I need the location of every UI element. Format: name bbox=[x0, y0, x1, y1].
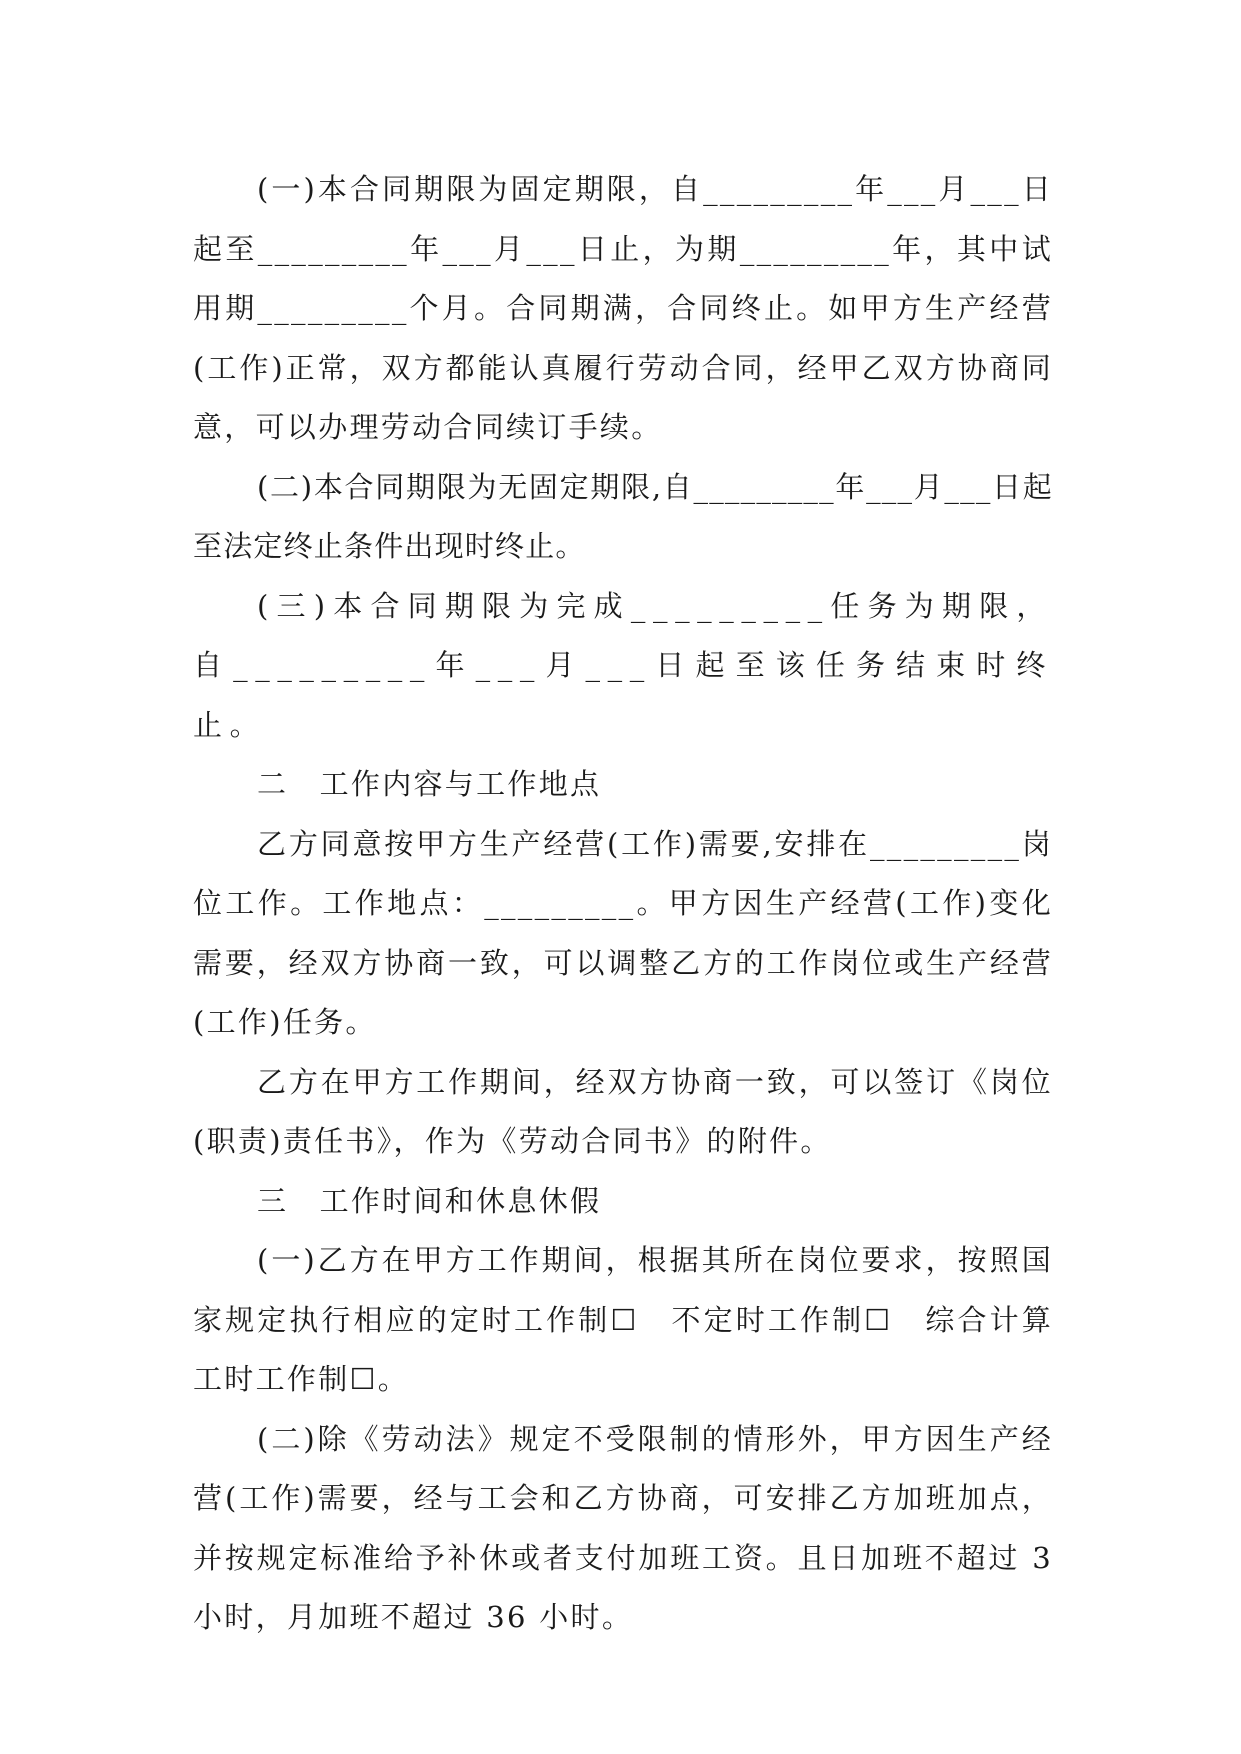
clause-overtime: (二)除《劳动法》规定不受限制的情形外，甲方因生产经营(工作)需要，经与工会和乙方协商，可安排乙方加班加点，并按规定标准给予补休或者支付加班工资。且日加班不超过 3 小时，月加班不超过 36 小时。 bbox=[193, 1421, 1065, 1634]
clause-responsibility-letter: 乙方在甲方工作期间，经双方协商一致，可以签订《岗位(职责)责任书》，作为《劳动合同书》的附件。 bbox=[193, 1064, 1053, 1158]
section-heading-working-hours: 三 工作时间和休息休假 bbox=[257, 1183, 602, 1218]
clause-work-position: 乙方同意按甲方生产经营(工作)需要,安排在_________岗位工作。工作地点：_________。甲方因生产经营(工作)变化需要，经双方协商一致，可以调整乙方的工作岗位或生产经营(工作)任务。 bbox=[193, 826, 1053, 1039]
clause-term-open-ended: (二)本合同期限为无固定期限,自_________年___月___日起至法定终止条件出现时终止。 bbox=[193, 469, 1053, 563]
clause-term-fixed: (一)本合同期限为固定期限，自_________年___月___日起至_________年___月___日止，为期_________年，其中试用期_________个月。合同期满，合同终止。如甲方生产经营(工作)正常，双方都能认真履行劳动合同，经甲乙双方协商同意，可以办理劳动合同续订手续。 bbox=[193, 172, 1053, 444]
clause-working-hours-system: (一)乙方在甲方工作期间，根据其所在岗位要求，按照国家规定执行相应的定时工作制☐ 不定时工作制☐ 综合计算工时工作制☐。 bbox=[193, 1243, 1053, 1396]
section-heading-work-content: 二 工作内容与工作地点 bbox=[257, 767, 602, 801]
clause-term-task-based: (三)本合同期限为完成_________任务为期限，自_________年___月___日起至该任务结束时终止。 bbox=[193, 588, 1053, 742]
document-body bbox=[193, 160, 1065, 1648]
